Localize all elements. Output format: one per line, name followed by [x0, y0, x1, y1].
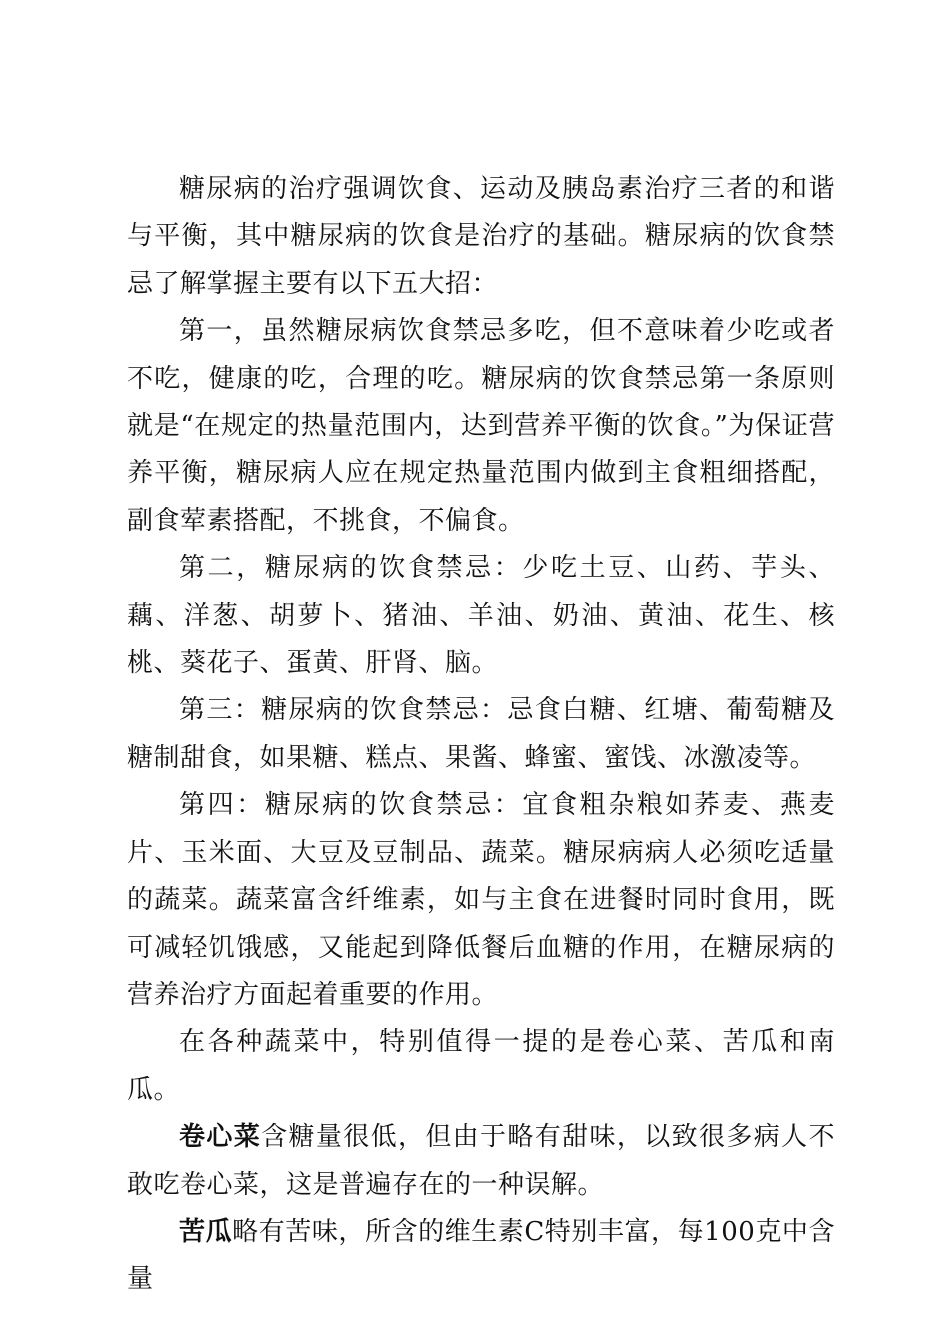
paragraph-intro [127, 166, 835, 308]
paragraph-text: 糖尿病的治疗强调饮食、运动及胰岛素治疗三者的和谐与平衡，其中糖尿病的饮食是治疗的基础。糖尿病的饮食禁忌了解掌握主要有以下五大招： [127, 174, 835, 299]
paragraph-rule-four [127, 782, 835, 1019]
paragraph-rule-three [127, 687, 835, 782]
paragraph-text: 含糖量很低，但由于略有甜味，以致很多病人不敢吃卷心菜，这是普遍存在的一种误解。 [127, 1122, 835, 1200]
paragraph-rule-one [127, 308, 835, 545]
document-body [127, 166, 835, 1304]
paragraph-text: 第二，糖尿病的饮食禁忌：少吃土豆、山药、芋头、藕、洋葱、胡萝卜、猪油、羊油、奶油、黄油、花生、核桃、葵花子、蛋黄、肝肾、脑。 [127, 553, 835, 679]
paragraph-vegetables [127, 1019, 835, 1114]
paragraph-cabbage [127, 1114, 835, 1209]
paragraph-bitter-melon [127, 1209, 835, 1304]
paragraph-text: 略有苦味，所含的维生素C特别丰富，每100克中含量 [127, 1216, 835, 1295]
paragraph-bold-term: 卷心菜 [179, 1122, 262, 1153]
paragraph-text: 第一，虽然糖尿病饮食禁忌多吃，但不意味着少吃或者不吃，健康的吃，合理的吃。糖尿病的饮食禁忌第一条原则就是“在规定的热量范围内，达到营养平衡的饮食。”为保证营养平衡，糖尿病人应在规定热量范围内做到主食粗细搭配，副食荤素搭配，不挑食，不偏食。 [127, 316, 835, 536]
paragraph-text: 第四：糖尿病的饮食禁忌：宜食粗杂粮如荞麦、燕麦片、玉米面、大豆及豆制品、蔬菜。糖尿病病人必须吃适量的蔬菜。蔬菜富含纤维素，如与主食在进餐时同时食用，既可减轻饥饿感，又能起到降低餐后血糖的作用，在糖尿病的营养治疗方面起着重要的作用。 [127, 790, 835, 1010]
paragraph-bold-term: 苦瓜 [179, 1216, 233, 1247]
paragraph-text: 第三：糖尿病的饮食禁忌：忌食白糖、红塘、葡萄糖及糖制甜食，如果糖、糕点、果酱、蜂蜜、蜜饯、冰激凌等。 [127, 695, 835, 773]
paragraph-rule-two [127, 545, 835, 687]
paragraph-text: 在各种蔬菜中，特别值得一提的是卷心菜、苦瓜和南瓜。 [127, 1027, 835, 1105]
